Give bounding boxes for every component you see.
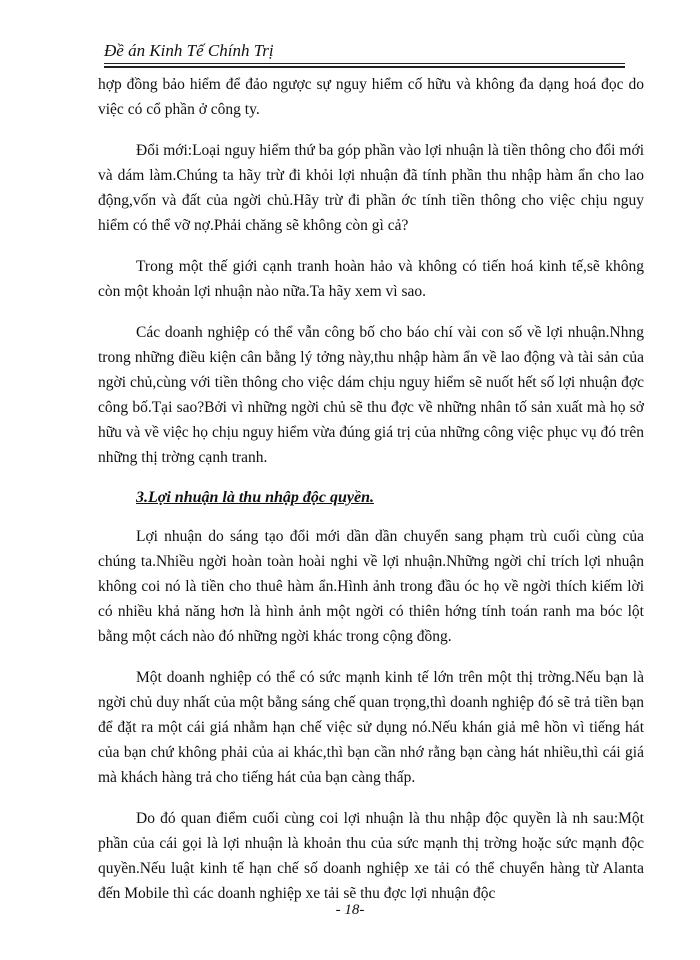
document-body (98, 72, 644, 922)
paragraph: Đổi mới:Loại nguy hiểm thứ ba góp phần vào lợi nhuận là tiền thông cho đổi mới và dám làm.Chúng ta hãy trừ đi khỏi lợi nhuận đã tính phần thu nhập hàm ẩn cho lao động,vốn và đất của ngời chủ.Hãy trừ đi phần ớc tính tiền thông cho việc chịu nguy hiểm có thể vỡ nợ.Phải chăng sẽ không còn gì cả? (98, 142, 644, 234)
header-divider-thin (104, 63, 625, 64)
paragraph: hợp đồng bảo hiểm để đảo ngược sự nguy hiểm cố hữu và không đa dạng hoá đọc do việc có cổ phần ở công ty. (98, 76, 644, 118)
paragraph: Trong một thế giới cạnh tranh hoàn hảo và không có tiến hoá kinh tế,sẽ không còn một khoản lợi nhuận nào nữa.Ta hãy xem vì sao. (98, 258, 644, 300)
paragraph: Các doanh nghiệp có thể vẫn công bố cho báo chí vài con số về lợi nhuận.Nhng trong những điều kiện cân bằng lý tởng này,thu nhập hàm ẩn về lao động và tài sản của ngời chủ,cùng với tiền thông cho việc dám chịu nguy hiểm sẽ nuốt hết số lợi nhuận đợc công bố.Tại sao?Bởi vì những ngời chủ sẽ thu đợc về những nhân tố sản xuất mà họ sở hữu và về việc họ chịu nguy hiểm vừa đúng giá trị của những công việc phục vụ đó trên những thị trờng cạnh tranh. (98, 324, 644, 466)
header-divider-thick (104, 66, 625, 68)
paragraph: Do đó quan điểm cuối cùng coi lợi nhuận là thu nhập độc quyền là nh sau:Một phần của cái gọi là lợi nhuận là khoản thu của sức mạnh thị trờng hoặc sức mạnh độc quyền.Nếu luật kinh tế hạn chế số doanh nghiệp xe tải có thể chuyển hàng từ Alanta đến Mobile thì các doanh nghiệp xe tải sẽ thu đợc lợi nhuận độc (98, 810, 644, 902)
section-heading: 3.Lợi nhuận là thu nhập độc quyền. (136, 489, 374, 506)
document-header-title: Đề án Kinh Tế Chính Trị (104, 41, 274, 60)
paragraph: Một doanh nghiệp có thể có sức mạnh kinh tế lớn trên một thị trờng.Nếu bạn là ngời chủ duy nhất của một bằng sáng chế quan trọng,thì doanh nghiệp đó sẽ trả tiền bạn để đặt ra một cái giá nhằm hạn chế việc sử dụng nó.Nếu khán giả mê hồn vì tiếng hát của bạn chứ không phải của ai khác,thì bạn cần nhớ rằng bạn càng hát nhiều,thì cái giá mà khách hàng trả cho tiếng hát của bạn càng thấp. (98, 669, 644, 786)
page-number: - 18- (335, 902, 365, 918)
paragraph: Lợi nhuận do sáng tạo đổi mới dần dần chuyển sang phạm trù cuối cùng của chúng ta.Nhiều ngời hoàn toàn hoài nghi về lợi nhuận.Những ngời chỉ trích lợi nhuận không coi nó là tiền cho thuê hàm ẩn.Hình ảnh trong đầu óc họ về ngời thích kiếm lời có nhiều khả năng hơn là hình ảnh một ngời có thiên hớng tính toán ranh ma bóc lột bằng một cách nào đó những ngời khác trong cộng đồng. (98, 528, 644, 645)
